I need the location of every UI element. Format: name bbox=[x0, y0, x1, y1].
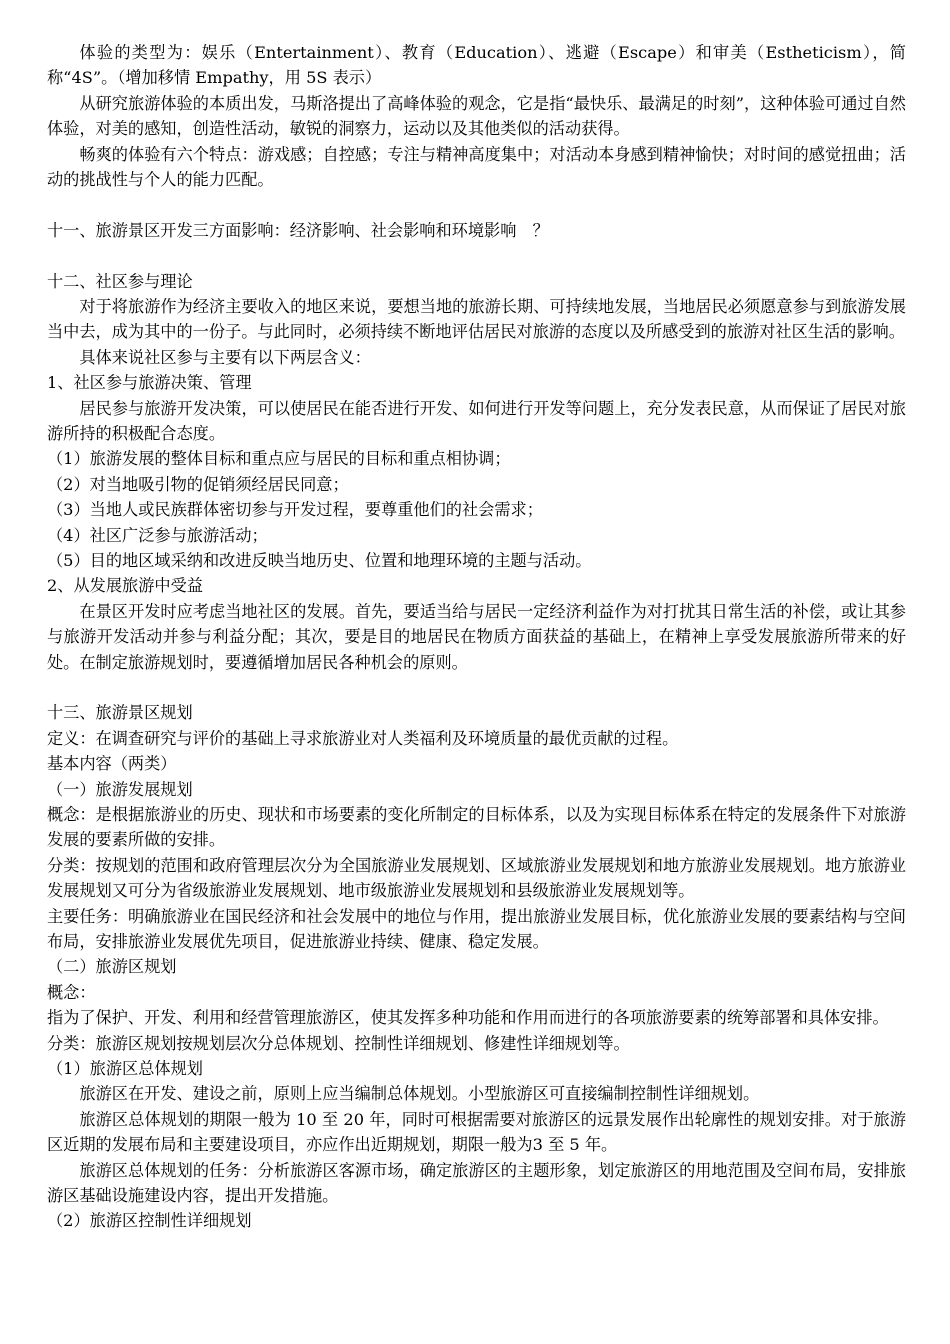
subheading-decision-management: 1、社区参与旅游决策、管理 bbox=[47, 373, 252, 393]
paragraph-two-meanings: 具体来说社区参与主要有以下两层含义： bbox=[79, 347, 371, 367]
paragraph-area-plan-definition: 指为了保护、开发、利用和经营管理旅游区，使其发挥多种功能和作用而进行的各项旅游要素的统筹部署和具体安排。 bbox=[47, 1008, 889, 1028]
paragraph-classification: 分类：按规划的范围和政府管理层次分为全国旅游业发展规划、区域旅游业发展规划和地方旅游业发展规划。地方旅游业发展规划又可分为省级旅游业发展规划、地市级旅游业发展规划和县级旅游业发展规划等。 bbox=[47, 855, 906, 901]
list-item: （1）旅游发展的整体目标和重点应与居民的目标和重点相协调； bbox=[47, 449, 511, 469]
section-heading-11: 十一、旅游景区开发三方面影响：经济影响、社会影响和环境影响 ？ bbox=[47, 220, 549, 240]
blank-line bbox=[47, 243, 906, 268]
section-heading-12: 十二、社区参与理论 bbox=[47, 271, 193, 291]
list-item: （2）对当地吸引物的促销须经居民同意； bbox=[47, 474, 349, 494]
blank-line bbox=[47, 675, 906, 700]
paragraph-definition: 定义：在调查研究与评价的基础上寻求旅游业对人类福利及环境质量的最优贡献的过程。 bbox=[47, 728, 679, 748]
paragraph-master-plan-period: 旅游区总体规划的期限一般为 10 至 20 年，同时可根据需要对旅游区的远景发展作出轮廓性的规划安排。对于旅游区近期的发展布局和主要建设项目，亦应作出近期规划，期限一般为3 至 5 年。 bbox=[47, 1109, 906, 1155]
basic-content-label: 基本内容（两类） bbox=[47, 754, 177, 774]
subheading-development-plan: （一）旅游发展规划 bbox=[47, 779, 193, 799]
blank-line bbox=[47, 192, 906, 217]
subheading-area-plan: （二）旅游区规划 bbox=[47, 957, 177, 977]
paragraph-resident-participation: 居民参与旅游开发决策，可以使居民在能否进行开发、如何进行开发等问题上，充分发表民意，从而保证了居民对旅游所持的积极配合态度。 bbox=[47, 398, 906, 444]
paragraph-master-plan-requirement: 旅游区在开发、建设之前，原则上应当编制总体规划。小型旅游区可直接编制控制性详细规划。 bbox=[79, 1084, 760, 1104]
list-item: （5）目的地区域采纳和改进反映当地历史、位置和地理环境的主题与活动。 bbox=[47, 550, 592, 570]
concept-label: 概念： bbox=[47, 982, 96, 1002]
paragraph-master-plan-tasks: 旅游区总体规划的任务：分析旅游区客源市场，确定旅游区的主题形象，划定旅游区的用地范围及空间布局，安排旅游区基础设施建设内容，提出开发措施。 bbox=[47, 1160, 906, 1205]
paragraph-community-benefit: 在景区开发时应考虑当地社区的发展。首先，要适当给与居民一定经济利益作为对打扰其日常生活的补偿，或让其参与旅游开发活动并参与利益分配；其次，要是目的地居民在物质方面获益的基础上，在精神上享受发展旅游所带来的好处。在制定旅游规划时，要遵循增加居民各种机会的原则。 bbox=[47, 601, 906, 672]
list-item: （3）当地人或民族群体密切参与开发过程，要尊重他们的社会需求； bbox=[47, 500, 543, 520]
subheading-benefit: 2、从发展旅游中受益 bbox=[47, 576, 203, 596]
paragraph-main-tasks: 主要任务：明确旅游业在国民经济和社会发展中的地位与作用，提出旅游业发展目标，优化旅游业发展的要素结构与空间布局，安排旅游业发展优先项目，促进旅游业持续、健康、稳定发展。 bbox=[47, 906, 906, 951]
paragraph-area-plan-classification: 分类：旅游区规划按规划层次分总体规划、控制性详细规划、修建性详细规划等。 bbox=[47, 1033, 630, 1053]
paragraph-peak-experience: 从研究旅游体验的本质出发，马斯洛提出了高峰体验的观念，它是指“最快乐、最满足的时刻”，这种体验可通过自然体验，对美的感知，创造性活动，敏锐的洞察力，运动以及其他类似的活动获得。 bbox=[47, 93, 906, 139]
subheading-master-plan: （1）旅游区总体规划 bbox=[47, 1058, 203, 1078]
paragraph-flow-features: 畅爽的体验有六个特点：游戏感；自控感；专注与精神高度集中；对活动本身感到精神愉快；对时间的感觉扭曲；活动的挑战性与个人的能力匹配。 bbox=[47, 144, 906, 190]
paragraph-experience-types: 体验的类型为：娱乐（Entertainment）、教育（Education）、逃避（Escape）和审美（Estheticism），简称“4S”。（增加移情 Empathy，用 5S 表示） bbox=[47, 43, 906, 88]
paragraph-community-intro: 对于将旅游作为经济主要收入的地区来说，要想当地的旅游长期、可持续地发展，当地居民必须愿意参与到旅游发展当中去，成为其中的一份子。与此同时，必须持续不断地评估居民对旅游的态度以及所感受到的旅游对社区生活的影响。 bbox=[47, 297, 906, 342]
subheading-control-plan: （2）旅游区控制性详细规划 bbox=[47, 1211, 252, 1231]
section-heading-13: 十三、旅游景区规划 bbox=[47, 703, 193, 723]
paragraph-concept: 概念：是根据旅游业的历史、现状和市场要素的变化所制定的目标体系，以及为实现目标体系在特定的发展条件下对旅游发展的要素所做的安排。 bbox=[47, 804, 906, 850]
list-item: （4）社区广泛参与旅游活动； bbox=[47, 525, 268, 545]
